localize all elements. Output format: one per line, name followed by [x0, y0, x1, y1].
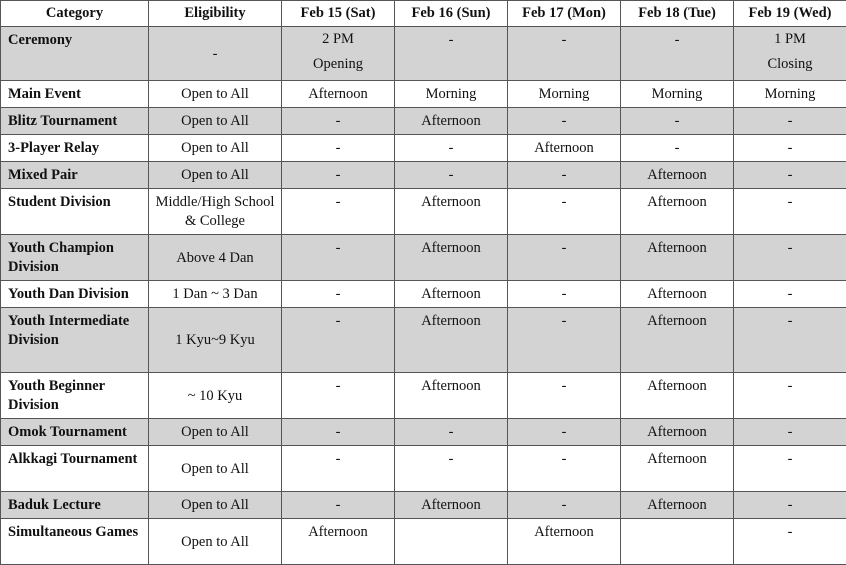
day-cell: -: [282, 189, 395, 235]
table-row: [1, 135, 846, 162]
category-cell: Simultaneous Games: [1, 519, 149, 565]
day-cell: -: [282, 446, 395, 492]
day-cell: Afternoon: [621, 189, 734, 235]
day-cell: -: [508, 162, 621, 189]
day-cell: -: [282, 373, 395, 419]
category-cell: Blitz Tournament: [1, 108, 149, 135]
day-cell: Afternoon: [621, 373, 734, 419]
day-cell: Afternoon: [621, 235, 734, 281]
day-cell: Morning: [395, 81, 508, 108]
header-day: Feb 15 (Sat): [282, 1, 395, 27]
day-cell: Afternoon: [621, 162, 734, 189]
category-cell: Alkkagi Tournament: [1, 446, 149, 492]
day-cell: -: [395, 135, 508, 162]
day-cell: -: [734, 162, 846, 189]
day-cell: 2 PM Opening: [282, 27, 395, 81]
day-cell: -: [395, 27, 508, 81]
table-row: [1, 308, 846, 373]
category-cell: Youth Beginner Division: [1, 373, 149, 419]
day-cell: -: [282, 108, 395, 135]
table-row: [1, 492, 846, 519]
table-row: [1, 189, 846, 235]
table-row: [1, 281, 846, 308]
day-cell: Afternoon: [282, 81, 395, 108]
eligibility-cell: Open to All: [149, 108, 282, 135]
eligibility-cell: 1 Dan ~ 3 Dan: [149, 281, 282, 308]
header-day: Feb 19 (Wed): [734, 1, 846, 27]
day-cell: -: [734, 308, 846, 373]
day-cell: -: [621, 108, 734, 135]
day-cell: Morning: [621, 81, 734, 108]
header-row: [1, 1, 846, 27]
day-cell: Afternoon: [621, 281, 734, 308]
day-cell: [621, 519, 734, 565]
day-cell: -: [621, 135, 734, 162]
day-cell: -: [508, 235, 621, 281]
day-cell: -: [282, 308, 395, 373]
day-cell: Afternoon: [621, 419, 734, 446]
day-cell: Afternoon: [395, 108, 508, 135]
day-cell: -: [508, 189, 621, 235]
table-row: [1, 27, 846, 81]
eligibility-cell: Open to All: [149, 81, 282, 108]
day-cell: -: [282, 419, 395, 446]
eligibility-cell: -: [149, 27, 282, 81]
table-row: [1, 235, 846, 281]
day-cell: Afternoon: [282, 519, 395, 565]
header-day: Feb 16 (Sun): [395, 1, 508, 27]
day-cell: -: [395, 446, 508, 492]
category-cell: Mixed Pair: [1, 162, 149, 189]
day-cell: -: [508, 419, 621, 446]
table-row: [1, 81, 846, 108]
table-row: [1, 162, 846, 189]
day-cell: -: [508, 373, 621, 419]
category-cell: 3-Player Relay: [1, 135, 149, 162]
eligibility-cell: Open to All: [149, 135, 282, 162]
day-cell: -: [282, 235, 395, 281]
category-cell: Youth Dan Division: [1, 281, 149, 308]
category-cell: Omok Tournament: [1, 419, 149, 446]
day-cell: -: [282, 281, 395, 308]
category-cell: Student Division: [1, 189, 149, 235]
day-cell: -: [734, 281, 846, 308]
day-cell: Afternoon: [395, 281, 508, 308]
category-cell: Main Event: [1, 81, 149, 108]
day-cell: -: [395, 162, 508, 189]
day-cell: -: [734, 108, 846, 135]
category-cell: Youth Champion Division: [1, 235, 149, 281]
schedule-body: [1, 27, 846, 565]
day-cell: Afternoon: [621, 308, 734, 373]
eligibility-cell: Open to All: [149, 162, 282, 189]
day-cell: -: [734, 189, 846, 235]
eligibility-cell: Open to All: [149, 446, 282, 492]
day-cell: -: [734, 235, 846, 281]
table-row: [1, 373, 846, 419]
day-cell: -: [734, 373, 846, 419]
day-cell: -: [508, 446, 621, 492]
eligibility-cell: Above 4 Dan: [149, 235, 282, 281]
header-day: Feb 18 (Tue): [621, 1, 734, 27]
table-row: [1, 419, 846, 446]
day-cell: Afternoon: [508, 135, 621, 162]
day-cell: -: [508, 281, 621, 308]
day-cell: -: [508, 108, 621, 135]
day-cell: Afternoon: [621, 446, 734, 492]
table-row: [1, 108, 846, 135]
day-cell: [395, 519, 508, 565]
day-cell: Afternoon: [395, 189, 508, 235]
day-cell: Afternoon: [395, 492, 508, 519]
day-cell: -: [734, 492, 846, 519]
table-row: [1, 446, 846, 492]
eligibility-cell: Open to All: [149, 419, 282, 446]
day-cell: Morning: [734, 81, 846, 108]
day-cell: -: [395, 419, 508, 446]
day-cell: Afternoon: [621, 492, 734, 519]
day-cell: -: [734, 419, 846, 446]
eligibility-cell: Open to All: [149, 519, 282, 565]
day-cell: -: [734, 135, 846, 162]
day-cell: Morning: [508, 81, 621, 108]
day-cell: Afternoon: [395, 308, 508, 373]
eligibility-cell: 1 Kyu~9 Kyu: [149, 308, 282, 373]
eligibility-cell: Middle/High School & College: [149, 189, 282, 235]
day-cell: -: [734, 519, 846, 565]
eligibility-cell: Open to All: [149, 492, 282, 519]
category-cell: Ceremony: [1, 27, 149, 81]
day-cell: -: [508, 27, 621, 81]
day-cell: -: [508, 492, 621, 519]
day-cell: -: [282, 162, 395, 189]
day-cell: -: [282, 135, 395, 162]
day-cell: -: [508, 308, 621, 373]
day-cell: Afternoon: [395, 235, 508, 281]
header-eligibility: Eligibility: [149, 1, 282, 27]
day-cell: -: [282, 492, 395, 519]
day-cell: 1 PM Closing: [734, 27, 846, 81]
day-cell: Afternoon: [508, 519, 621, 565]
header-category: Category: [1, 1, 149, 27]
eligibility-cell: ~ 10 Kyu: [149, 373, 282, 419]
day-cell: -: [734, 446, 846, 492]
category-cell: Baduk Lecture: [1, 492, 149, 519]
header-day: Feb 17 (Mon): [508, 1, 621, 27]
day-cell: -: [621, 27, 734, 81]
day-cell: Afternoon: [395, 373, 508, 419]
table-row: [1, 519, 846, 565]
category-cell: Youth Intermediate Division: [1, 308, 149, 373]
